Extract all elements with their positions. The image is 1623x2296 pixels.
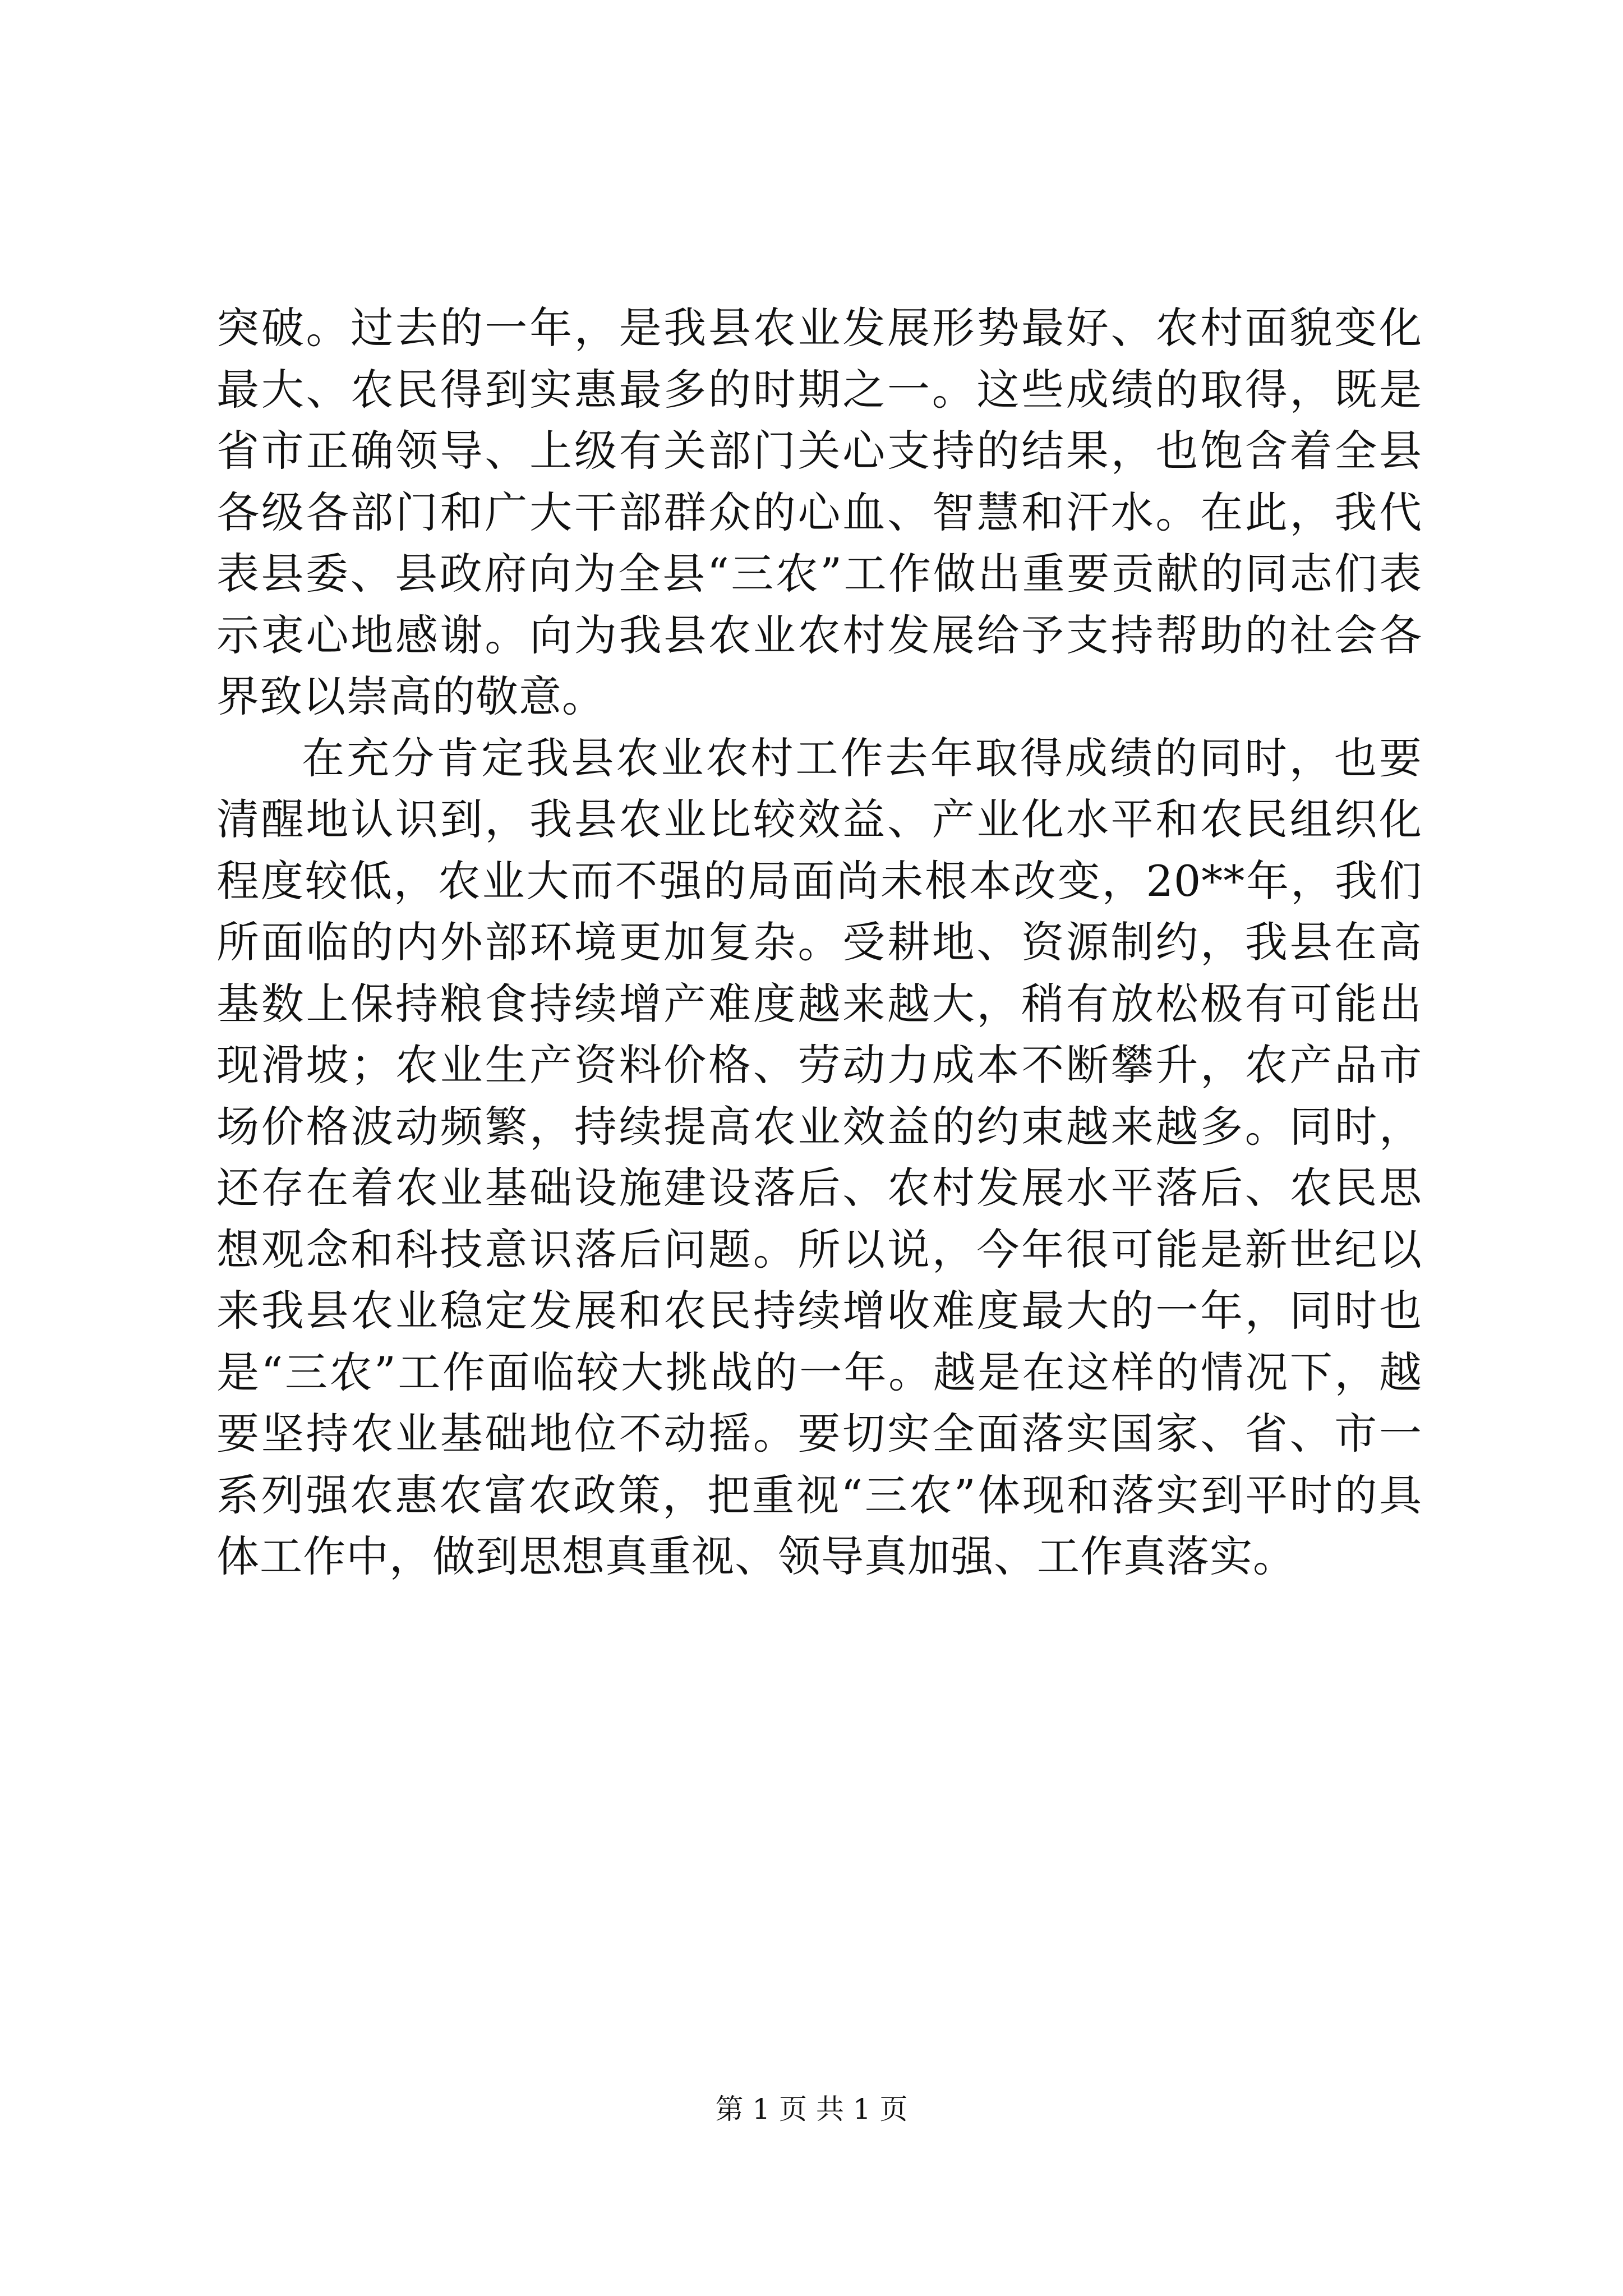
page-footer: 第 1 页 共 1 页: [715, 2093, 908, 2125]
document-body: [216, 297, 1422, 1588]
paragraph-1: 突破。过去的一年，是我县农业发展形势最好、农村面貌变化最大、农民得到实惠最多的时期之一。这些成绩的取得，既是省市正确领导、上级有关部门关心支持的结果，也饱含着全县各级各部门和广大干部群众的心血、智慧和汗水。在此，我代表县委、县政府向为全县“三农”工作做出重要贡献的同志们表示衷心地感谢。向为我县农业农村发展给予支持帮助的社会各界致以崇高的敬意。: [216, 303, 1422, 721]
paragraph-2: 在充分肯定我县农业农村工作去年取得成绩的同时，也要清醒地认识到，我县农业比较效益、产业化水平和农民组织化程度较低，农业大而不强的局面尚未根本改变，20**年，我们所面临的内外部环境更加复杂。受耕地、资源制约，我县在高基数上保持粮食持续增产难度越来越大，稍有放松极有可能出现滑坡；农业生产资料价格、劳动力成本不断攀升，农产品市场价格波动频繁，持续提高农业效益的约束越来越多。同时，还存在着农业基础设施建设落后、农村发展水平落后、农民思想观念和科技意识落后问题。所以说，今年很可能是新世纪以来我县农业稳定发展和农民持续增收难度最大的一年，同时也是“三农”工作面临较大挑战的一年。越是在这样的情况下，越要坚持农业基础地位不动摇。要切实全面落实国家、省、市一系列强农惠农富农政策，把重视“三农”体现和落实到平时的具体工作中，做到思想真重视、领导真加强、工作真落实。: [216, 733, 1422, 1581]
